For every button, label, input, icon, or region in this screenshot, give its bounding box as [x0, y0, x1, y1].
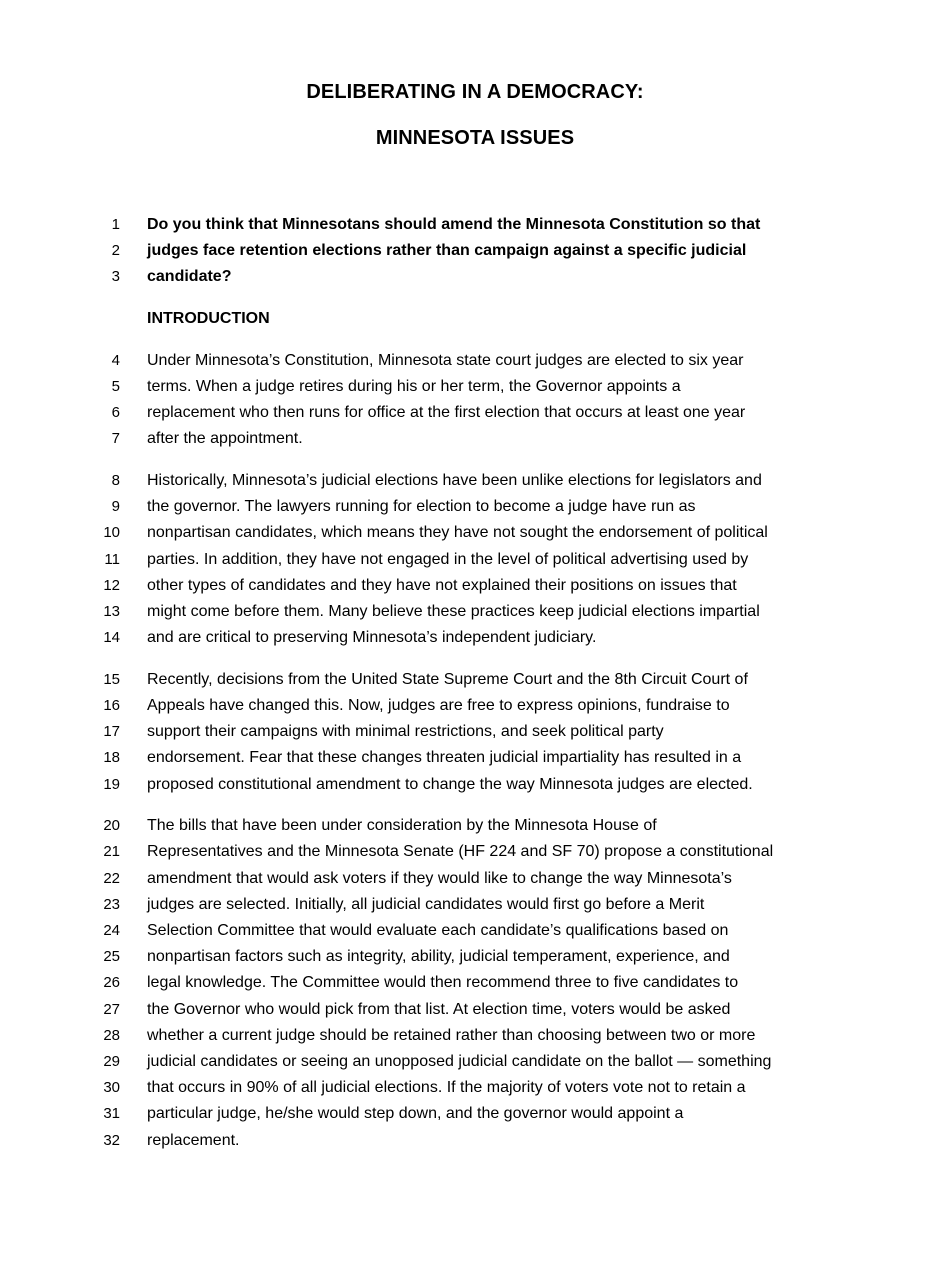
line-number: 9: [111, 498, 120, 516]
numbered-line: [0, 944, 950, 970]
line-number: 26: [103, 974, 120, 992]
numbered-line: [0, 238, 950, 264]
line-text: Under Minnesota’s Constitution, Minnesota state court judges are elected to six year: [147, 351, 744, 369]
line-number: 28: [103, 1026, 120, 1044]
numbered-line: [0, 1128, 950, 1154]
line-number: 23: [103, 895, 120, 913]
numbered-line: [0, 264, 950, 290]
line-number: 11: [104, 550, 120, 568]
line-text: judges face retention elections rather than campaign against a specific judicial: [147, 242, 747, 260]
line-text: amendment that would ask voters if they would like to change the way Minnesota’s: [147, 869, 732, 887]
line-text: proposed constitutional amendment to change the way Minnesota judges are elected.: [147, 775, 753, 793]
numbered-line: [0, 693, 950, 719]
line-number: 13: [103, 602, 120, 620]
line-number: 17: [103, 723, 120, 741]
line-number: 18: [103, 749, 120, 767]
numbered-line: [0, 520, 950, 546]
numbered-line: [0, 1049, 950, 1075]
numbered-line: [0, 745, 950, 771]
line-text: and are critical to preserving Minnesota’s independent judiciary.: [147, 629, 597, 647]
numbered-line: [0, 892, 950, 918]
paragraph-2: [0, 468, 950, 651]
line-text: judicial candidates or seeing an unopposed judicial candidate on the ballot — something: [147, 1052, 772, 1070]
numbered-line: [0, 719, 950, 745]
line-text: support their campaigns with minimal restrictions, and seek political party: [147, 723, 664, 741]
line-text: replacement who then runs for office at the first election that occurs at least one year: [147, 404, 746, 422]
numbered-line: [0, 494, 950, 520]
line-number: 14: [103, 629, 120, 647]
numbered-line: [0, 1023, 950, 1049]
line-number: 5: [111, 377, 120, 395]
numbered-line: [0, 1101, 950, 1127]
line-number: 7: [111, 430, 120, 448]
line-text: Do you think that Minnesotans should amend the Minnesota Constitution so that: [147, 216, 761, 233]
numbered-line: [0, 547, 950, 573]
line-number: 32: [103, 1131, 120, 1149]
line-number: 15: [103, 670, 120, 688]
numbered-line: [0, 918, 950, 944]
numbered-line: [0, 866, 950, 892]
line-text: Representatives and the Minnesota Senate (HF 224 and SF 70) propose a constitutional: [147, 843, 774, 861]
line-number: 24: [103, 922, 120, 939]
line-text: nonpartisan factors such as integrity, ability, judicial temperament, experience, and: [147, 948, 730, 966]
line-text: legal knowledge. The Committee would then recommend three to five candidates to: [147, 974, 739, 992]
numbered-line: [0, 997, 950, 1023]
line-number: 20: [103, 817, 120, 835]
numbered-line: [0, 599, 950, 625]
line-text: replacement.: [147, 1131, 240, 1149]
line-text: Selection Committee that would evaluate each candidate’s qualifications based on: [147, 922, 729, 939]
numbered-line: [0, 813, 950, 839]
line-text: the Governor who would pick from that list. At election time, voters would be asked: [147, 1000, 731, 1018]
line-number: 30: [103, 1079, 120, 1097]
numbered-line: [0, 468, 950, 494]
line-text: terms. When a judge retires during his or her term, the Governor appoints a: [147, 377, 681, 395]
line-number: 31: [103, 1105, 120, 1123]
numbered-line: [0, 348, 950, 374]
numbered-line: [0, 573, 950, 599]
line-number: 12: [103, 576, 120, 594]
line-text: parties. In addition, they have not engaged in the level of political advertising used by: [147, 550, 749, 568]
section-heading-text: INTRODUCTION: [147, 310, 270, 328]
paragraph-4: [0, 813, 950, 1153]
line-text: after the appointment.: [147, 430, 303, 448]
numbered-line: [0, 970, 950, 996]
line-number: 29: [103, 1052, 120, 1070]
line-number: 8: [111, 472, 120, 489]
line-text: Recently, decisions from the United State Supreme Court and the 8th Circuit Court of: [147, 670, 748, 688]
line-number: 22: [103, 869, 120, 887]
line-text: Appeals have changed this. Now, judges are free to express opinions, fundraise to: [147, 697, 730, 714]
numbered-line: [0, 772, 950, 798]
line-text: nonpartisan candidates, which means they have not sought the endorsement of political: [147, 524, 768, 542]
line-number: 10: [103, 524, 120, 542]
numbered-line: [0, 839, 950, 865]
line-text: judges are selected. Initially, all judicial candidates would first go before a Merit: [147, 895, 705, 913]
document-title-line-1: DELIBERATING IN A DEMOCRACY:: [306, 81, 644, 103]
numbered-line: [0, 426, 950, 452]
line-text: particular judge, he/she would step down, and the governor would appoint a: [147, 1105, 684, 1123]
numbered-line: [0, 625, 950, 651]
paragraph-3: [0, 667, 950, 798]
line-text: candidate?: [147, 268, 232, 286]
line-text: whether a current judge should be retained rather than choosing between two or more: [147, 1026, 756, 1044]
line-number: 27: [103, 1000, 120, 1018]
section-heading: [0, 306, 950, 332]
line-text: might come before them. Many believe these practices keep judicial elections impartial: [147, 602, 760, 620]
line-number: 4: [111, 351, 120, 369]
line-text: Historically, Minnesota’s judicial elections have been unlike elections for legislators and: [147, 472, 762, 489]
numbered-line: [0, 374, 950, 400]
line-number: 1: [111, 216, 120, 233]
line-text: endorsement. Fear that these changes threaten judicial impartiality has resulted in a: [147, 749, 742, 767]
line-number: 6: [111, 404, 120, 422]
question-paragraph: [0, 212, 950, 291]
paragraph-1: [0, 348, 950, 453]
line-number: 21: [103, 843, 120, 861]
numbered-line: [0, 212, 950, 238]
numbered-line: [0, 1075, 950, 1101]
numbered-line: [0, 400, 950, 426]
line-number: 3: [111, 268, 120, 286]
line-text: The bills that have been under consideration by the Minnesota House of: [147, 817, 657, 835]
line-number: 2: [111, 242, 120, 260]
line-text: other types of candidates and they have not explained their positions on issues that: [147, 576, 737, 594]
document-title-line-2: MINNESOTA ISSUES: [375, 127, 575, 149]
line-number: 19: [103, 775, 120, 793]
line-number: 16: [103, 697, 120, 714]
line-text: that occurs in 90% of all judicial elections. If the majority of voters vote not to retain a: [147, 1079, 746, 1097]
line-number: 25: [103, 948, 120, 966]
line-text: the governor. The lawyers running for election to become a judge have run as: [147, 498, 696, 516]
document-body: [0, 212, 950, 1169]
numbered-line: [0, 667, 950, 693]
